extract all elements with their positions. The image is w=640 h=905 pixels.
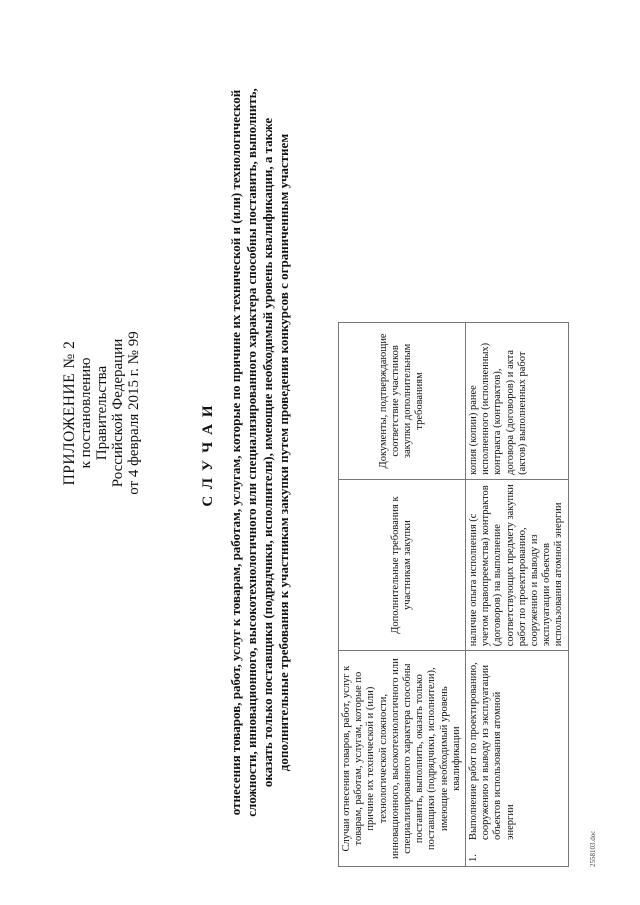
row-case-text: Выполнение работ по проектированию, сооружению и выводу из эксплуатации объектов использования атомной энергии [468, 662, 516, 840]
document-title: СЛУЧАИ [200, 398, 216, 507]
table-header-row [339, 323, 466, 867]
document-subtitle: отнесения товаров, работ, услуг к товарам, работам, услугам, которые по причине их технической и (или) технологической сложности, инновационного, высокотехнологичного или специализированного характера способны поставить, выполнить, оказать только поставщики (подрядчики, исполнители), имеющие необходимый уровень квалификации, а также дополнительные требования к участникам закупки путем проведения конкурсов с ограниченным участием [228, 88, 291, 817]
annex-decree-line: к постановлению Правительства [78, 357, 110, 469]
header-requirements: Дополнительные требования к участникам закупки [339, 479, 466, 650]
annex-header [62, 318, 142, 508]
annex-country-line: Российской Федерации [110, 338, 126, 488]
cases-table [338, 322, 569, 867]
row-requirements-cell: наличие опыта исполнения (с учетом правопреемства) контрактов (договоров) на выполнение соответствующих предмету закупки работ по проектированию, сооружению и выводу из эксплуатации объектов использования атомной энергии [466, 479, 569, 650]
document-file-id: 2558103.doc [589, 830, 597, 867]
row-documents-cell: копия (копии) ранее исполненного (исполненных) контракта (контрактов), договора (договоров) и акта (актов) выполненных работ [466, 323, 569, 480]
annex-date-line: от 4 февраля 2015 г. № 99 [126, 331, 142, 495]
annex-number: ПРИЛОЖЕНИЕ № 2 [61, 340, 78, 486]
row-case-cell [466, 651, 569, 867]
table-row [466, 323, 569, 867]
header-cases: Случаи отнесения товаров, работ, услуг к товарам, работам, услугам, которые по причине их технической и (или) технологической сложности, инновационного, высокотехнологичного или специализированного характера способны поставить, выполнить, оказать только поставщики (подрядчики, исполнители), имеющие необходимый уровень квалификации [339, 651, 466, 867]
row-number: 1. [468, 854, 480, 862]
header-documents: Документы, подтверждающие соответствие участников закупки дополнительным требованиям [339, 323, 466, 480]
